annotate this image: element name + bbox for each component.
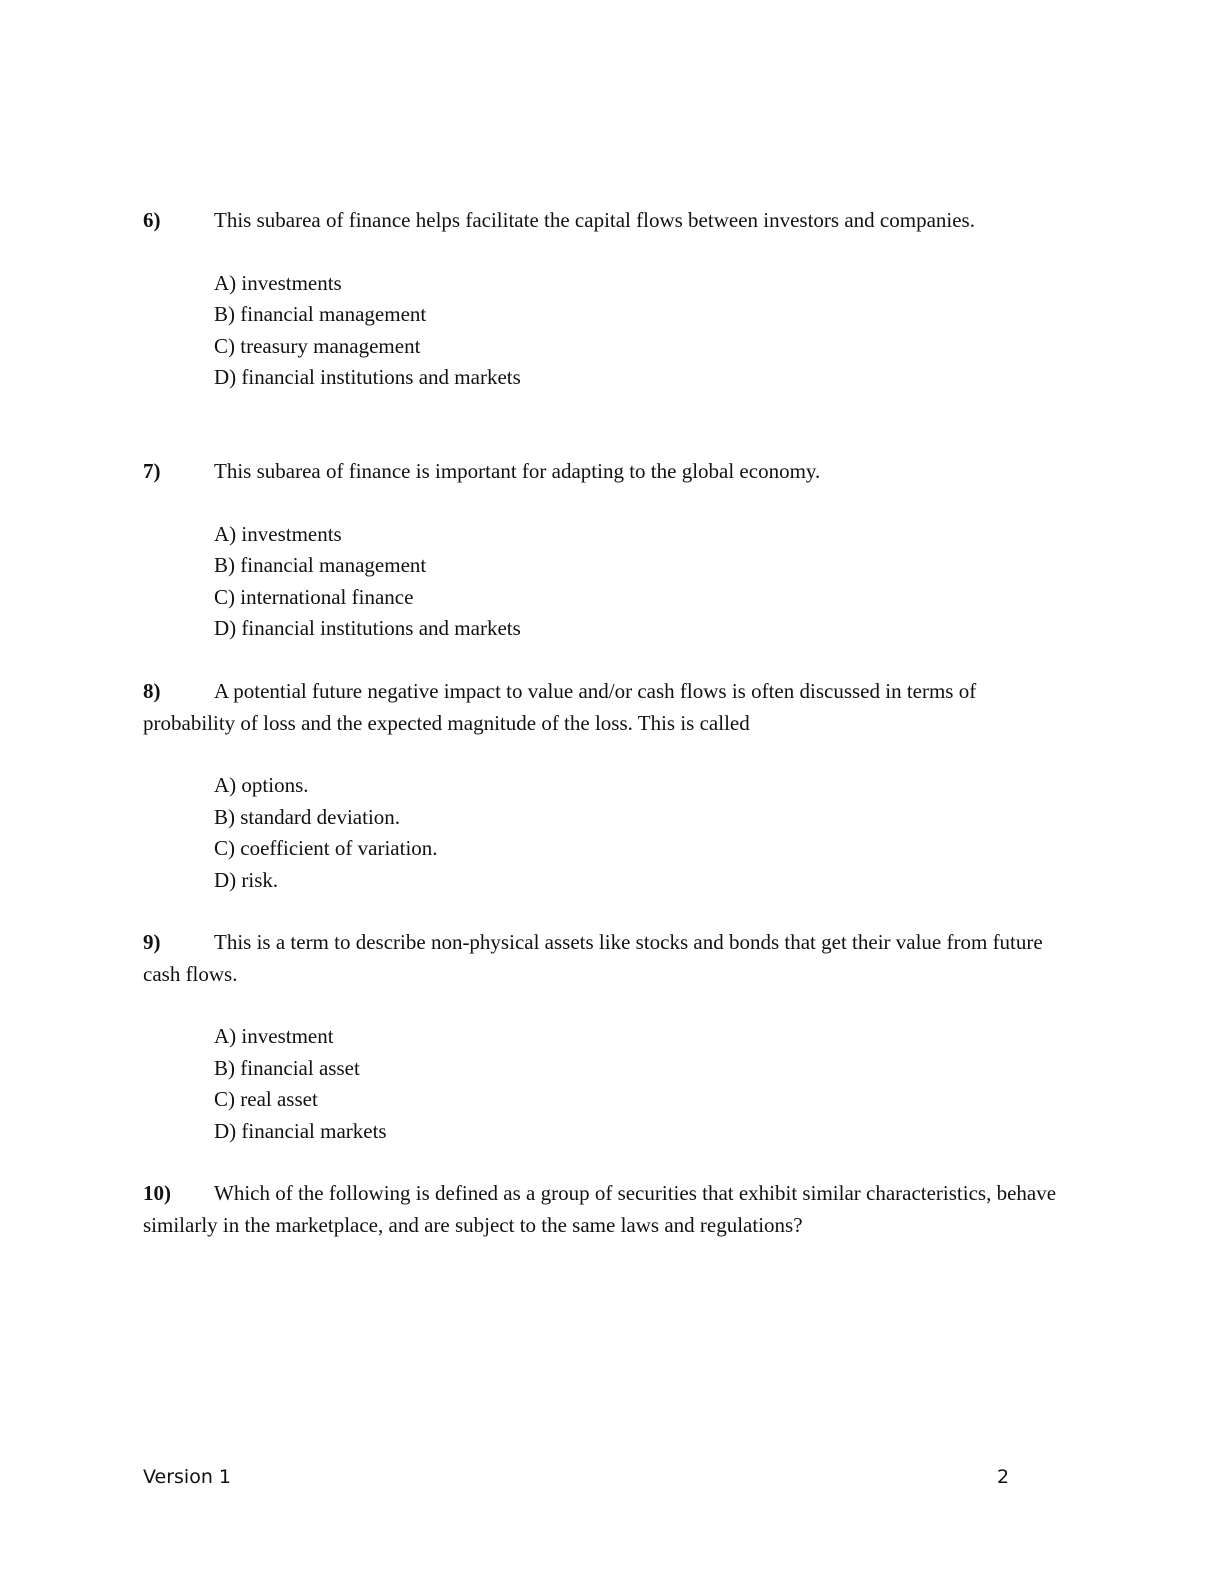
question-stem	[143, 676, 1063, 739]
answer-option: A) investments	[214, 521, 342, 546]
answer-option: D) risk.	[214, 867, 279, 892]
question-text: This is a term to describe non-physical assets like stocks and bonds that get their value from future cash flows.	[143, 930, 1043, 986]
options-list	[143, 268, 1063, 394]
answer-option: D) financial markets	[214, 1118, 387, 1143]
footer-version: Version 1	[143, 1466, 231, 1488]
question-number: 7)	[143, 459, 161, 483]
options-list	[143, 770, 1063, 896]
answer-option: B) financial management	[214, 553, 427, 577]
options-list	[143, 1021, 1063, 1147]
page-number: 2	[997, 1466, 1010, 1488]
answer-option: C) real asset	[214, 1087, 318, 1111]
question-number: 8)	[143, 679, 161, 703]
answer-option: A) investments	[214, 270, 342, 295]
question-stem	[143, 205, 1063, 237]
question	[143, 927, 1063, 1147]
answer-option: C) coefficient of variation.	[214, 836, 438, 860]
answer-option: A) investment	[214, 1024, 334, 1048]
question-number: 10)	[143, 1181, 171, 1205]
question-number: 9)	[143, 930, 161, 954]
question	[143, 456, 1063, 645]
question-text: A potential future negative impact to value and/or cash flows is often discussed in terms of probability of loss and the expected magnitude of the loss. This is called	[143, 679, 977, 735]
question-stem	[143, 927, 1063, 990]
answer-option: B) financial management	[214, 302, 427, 326]
question	[143, 205, 1063, 394]
question-text: This subarea of finance helps facilitate the capital flows between investors and companies.	[214, 208, 975, 232]
answer-option: C) treasury management	[214, 333, 421, 358]
options-list	[143, 519, 1063, 645]
question-stem	[143, 456, 1063, 488]
question-number: 6)	[143, 208, 161, 232]
answer-option: B) standard deviation.	[214, 804, 401, 829]
question	[143, 1178, 1063, 1241]
answer-option: C) international finance	[214, 584, 414, 609]
answer-option: D) financial institutions and markets	[214, 365, 521, 389]
question-text: This subarea of finance is important for adapting to the global economy.	[214, 459, 821, 483]
question-text: Which of the following is defined as a group of securities that exhibit similar characteristics, behave similarly in the marketplace, and are subject to the same laws and regulations?	[143, 1181, 1057, 1237]
answer-option: A) options.	[214, 773, 309, 797]
question	[143, 676, 1063, 896]
question-stem	[143, 1178, 1063, 1241]
answer-option: D) financial institutions and markets	[214, 616, 521, 640]
answer-option: B) financial asset	[214, 1055, 360, 1080]
